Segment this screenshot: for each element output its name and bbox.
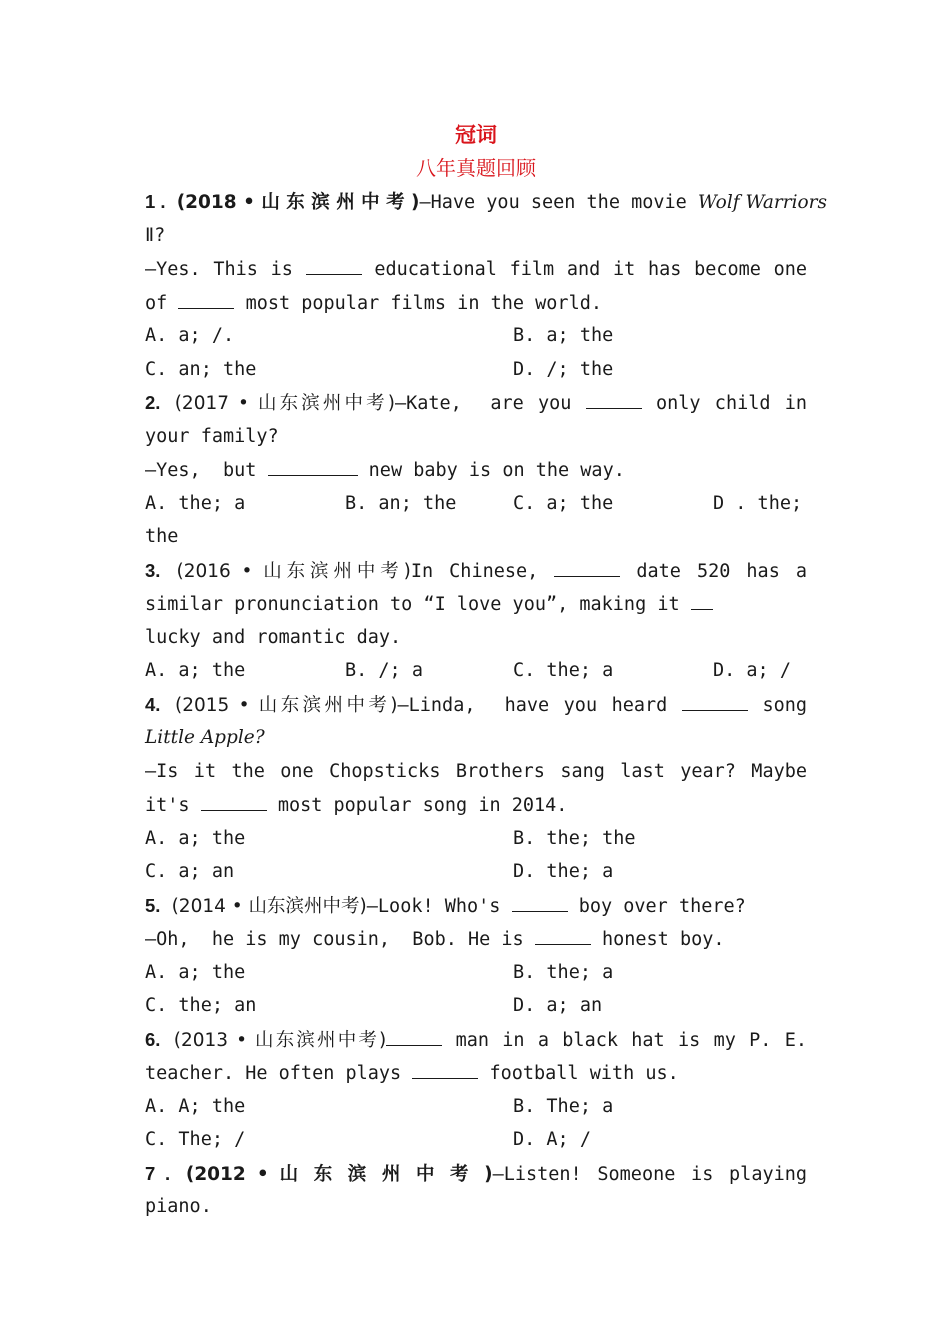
q6-line-1 <box>145 1023 807 1057</box>
q7-number: 7 . <box>145 1162 171 1184</box>
q5-source: (2014 • 山东滨州中考) <box>171 895 367 917</box>
q4-source: (2015 • 山东滨州中考) <box>175 694 398 716</box>
q6-option-d[interactable]: D. A; / <box>513 1129 591 1150</box>
q6-options-row-1 <box>145 1090 807 1124</box>
q4-reply-a: —Is it the one Chopsticks Brothers sang last year? Maybe <box>145 760 807 782</box>
q4-reply-b: it's <box>145 795 190 816</box>
q1-blank-1[interactable] <box>306 252 362 275</box>
q5-options-row-1 <box>145 956 807 990</box>
q3-number: 3. <box>145 559 161 581</box>
q6-number: 6. <box>145 1028 161 1050</box>
q2-option-b[interactable]: B. an; the <box>345 492 457 514</box>
q3-line-2 <box>145 587 807 621</box>
q3-line-3 <box>145 621 807 655</box>
q4-blank-1[interactable] <box>682 688 748 711</box>
q5-number: 5. <box>145 894 161 916</box>
q6-option-c[interactable]: C. The; / <box>145 1129 246 1150</box>
q6-line-2 <box>145 1056 807 1090</box>
q6-stem-a: man in a black hat is my P. E. <box>455 1029 808 1051</box>
q1-option-a[interactable]: A. a; /. <box>145 325 235 346</box>
q5-option-c[interactable]: C. the; an <box>145 995 257 1016</box>
q5-reply-b: honest boy. <box>601 929 725 950</box>
q4-line-3 <box>145 755 807 789</box>
q5-options-row-2 <box>145 989 807 1023</box>
q2-blank-2[interactable] <box>268 453 358 476</box>
q6-option-b[interactable]: B. The; a <box>513 1095 614 1117</box>
q3-blank-1[interactable] <box>554 554 620 577</box>
q2-line-3 <box>145 453 807 487</box>
q5-option-d[interactable]: D. a; an <box>513 995 603 1016</box>
q7-source: (2012 • 山 东 滨 州 中 考 ) <box>185 1163 493 1185</box>
q1-line-2 <box>145 219 807 253</box>
q1-option-d[interactable]: D. /; the <box>513 358 614 380</box>
q5-blank-2[interactable] <box>535 922 591 945</box>
q5-stem-a: —Look! Who's <box>366 895 501 917</box>
q2-reply-b: new baby is on the way. <box>368 460 625 481</box>
page-title: 冠词 <box>455 122 497 147</box>
q6-blank-2[interactable] <box>412 1056 478 1079</box>
q4-options-row-2 <box>145 855 807 889</box>
q1-reply-2: of <box>145 292 168 314</box>
q6-stem-b: teacher. He often plays <box>145 1063 402 1084</box>
q1-stem: —Have you seen the movie <box>419 192 687 213</box>
q2-options-row <box>145 487 807 521</box>
q7-stem-a: —Listen! Someone is playing <box>492 1163 808 1185</box>
q4-stem-a: —Linda, have you heard <box>397 694 668 716</box>
q2-line-2 <box>145 420 807 454</box>
q4-options-row-1 <box>145 822 807 856</box>
q3-stem-d: lucky and romantic day. <box>145 626 402 648</box>
q4-option-b[interactable]: B. the; the <box>513 827 636 849</box>
q3-source: (2016 • 山东滨州中考) <box>176 560 411 582</box>
q1-option-b[interactable]: B. a; the <box>513 325 614 346</box>
q2-stem-a: —Kate, are you <box>394 393 572 414</box>
q3-stem-c: similar pronunciation to “I love you”, making it <box>145 594 680 615</box>
q7-stem-b: piano. <box>145 1196 212 1217</box>
q2-number: 2. <box>145 392 161 413</box>
q4-song-title: Little Apple? <box>145 727 265 748</box>
q3-stem-b: date 520 has a <box>636 560 808 582</box>
q4-option-c[interactable]: C. a; an <box>145 861 235 882</box>
q2-option-d[interactable]: D . the; <box>713 492 803 514</box>
q1-line-4 <box>145 286 807 320</box>
q3-option-a[interactable]: A. a; the <box>145 660 246 681</box>
q6-blank-1[interactable] <box>386 1023 442 1046</box>
q3-option-c[interactable]: C. the; a <box>513 660 614 681</box>
q2-option-c[interactable]: C. a; the <box>513 492 614 514</box>
q1-movie-title: Wolf Warriors <box>697 192 827 213</box>
q4-option-d[interactable]: D. the; a <box>513 861 614 882</box>
q5-line-2 <box>145 922 807 956</box>
q3-line-1 <box>145 554 807 588</box>
q1-source: (2018 • 山 东 滨 州 中 考 ) <box>176 192 420 213</box>
q1-blank-2[interactable] <box>178 286 234 309</box>
q1-options-row-1 <box>145 319 807 353</box>
q3-blank-2[interactable] <box>691 587 713 610</box>
q7-line-2 <box>145 1190 807 1224</box>
q4-line-2 <box>145 721 807 755</box>
q4-number: 4. <box>145 693 161 715</box>
q4-option-a[interactable]: A. a; the <box>145 827 246 849</box>
q5-line-1 <box>145 889 807 923</box>
q1-reply-2b: most popular films in the world. <box>245 292 602 314</box>
q2-line-5 <box>145 520 807 554</box>
q2-reply-a: —Yes, but <box>145 460 257 481</box>
q2-option-a[interactable]: A. the; a <box>145 492 246 514</box>
q2-source: (2017 • 山东滨州中考) <box>174 393 395 414</box>
q1-line-3 <box>145 252 807 286</box>
q6-source: (2013 • 山东滨州中考) <box>173 1029 387 1051</box>
q4-stem-b: song <box>762 694 808 716</box>
q2-blank-1[interactable] <box>586 386 642 409</box>
q1-movie-tail: Ⅱ? <box>145 224 166 246</box>
q2-stem-c: your family? <box>145 425 279 447</box>
q1-number: 1 . <box>145 191 166 212</box>
q3-option-b[interactable]: B. /; a <box>345 660 423 681</box>
q7-line-1 <box>145 1157 807 1191</box>
q2-stem-b: only child in <box>655 393 808 414</box>
q6-options-row-2 <box>145 1123 807 1157</box>
q5-stem-b: boy over there? <box>578 895 746 917</box>
q6-stem-c: football with us. <box>489 1063 679 1084</box>
q5-blank-1[interactable] <box>512 889 568 912</box>
q5-option-a[interactable]: A. a; the <box>145 961 246 983</box>
q1-reply-1: —Yes. This is <box>145 259 293 280</box>
q3-option-d[interactable]: D. a; / <box>713 660 791 681</box>
q4-line-4 <box>145 788 807 822</box>
q1-options-row-2 <box>145 353 807 387</box>
q5-option-b[interactable]: B. the; a <box>513 961 614 983</box>
q1-line-1 <box>145 185 827 219</box>
q5-reply-a: —Oh, he is my cousin, Bob. He is <box>145 929 524 950</box>
page-subtitle: 八年真题回顾 <box>416 156 536 180</box>
q2-line-1 <box>145 386 807 420</box>
q3-stem-a: In Chinese, <box>410 560 539 582</box>
q1-option-c[interactable]: C. an; the <box>145 358 257 380</box>
q1-reply-1b: educational film and it has become one <box>374 259 808 280</box>
q2-option-d-tail: the <box>145 526 179 547</box>
document-page <box>145 118 827 1224</box>
q3-options-row <box>145 654 807 688</box>
q6-option-a[interactable]: A. A; the <box>145 1095 246 1117</box>
q4-reply-c: most popular song in 2014. <box>277 795 568 816</box>
q4-line-1 <box>145 688 807 722</box>
q4-blank-2[interactable] <box>201 788 267 811</box>
